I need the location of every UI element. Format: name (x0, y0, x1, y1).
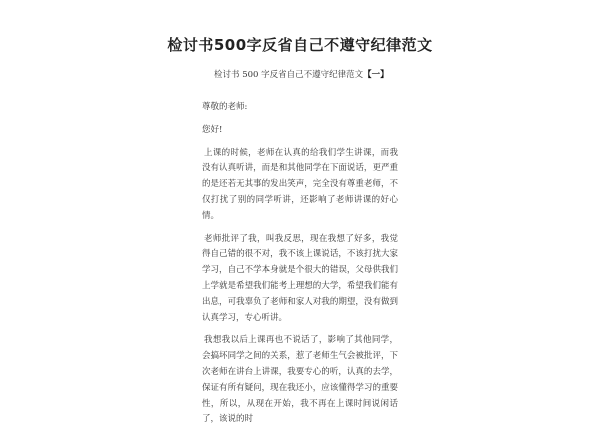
greeting: 您好! (202, 124, 223, 135)
document-subtitle (214, 68, 389, 80)
document-title: 检讨书500字反省自己不遵守纪律范文 (167, 36, 433, 54)
document-body (202, 100, 398, 428)
paragraph-2: 老师批评了我，叫我反思，现在我想了好多，我觉得自己错的很不对，我不该上课说话，不该打扰大家学习，自己不学本身就是个很大的错误，父母供我们上学就是希望我们能考上理想的大学，希望我们能有出息，可我辜负了老师和家人对我的期望，没有做到认真学习，专心听讲。 (202, 233, 398, 323)
paragraph-3: 我想我以后上课再也不说话了，影响了其他同学，会搞坏同学之间的关系，惹了老师生气会被批评，下次老师在讲台上讲课，我要专心的听，认真的去学，保证有所有疑问，现在我还小，应该懂得学习的重要性，所以，从现在开始，我不再在上课时间说闲话了，该说的时 (202, 335, 398, 425)
salutation: 尊敬的老师: (202, 102, 248, 112)
paragraph-1: 上课的时候，老师在认真的给我们学生讲课，而我没有认真听讲，而是和其他同学在下面说话，更严重的是还若无其事的发出笑声，完全没有尊重老师，不仅打扰了别的同学听讲，还影响了老师讲课的好心情。 (202, 147, 398, 221)
subtitle-text: 检讨书 500 字反省自己不遵守纪律范文 (214, 70, 364, 80)
subtitle-bracket: 【一】 (363, 70, 389, 80)
